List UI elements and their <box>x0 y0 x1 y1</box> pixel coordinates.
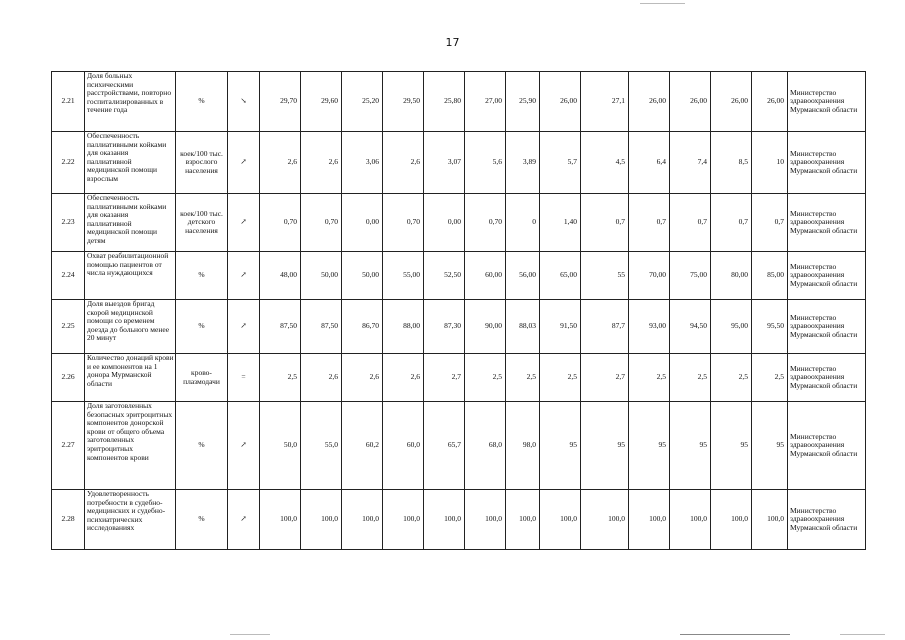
value-cell: 2,5 <box>465 354 506 402</box>
value-cell: 95,00 <box>711 300 752 354</box>
responsible-cell: Министерство здравоохранения Мурманской области <box>788 72 866 132</box>
value-cell: 2,5 <box>711 354 752 402</box>
trend-arrow: ↗ <box>228 252 260 300</box>
scan-artifact <box>840 634 885 635</box>
value-cell: 25,20 <box>342 72 383 132</box>
value-cell: 98,0 <box>506 402 540 490</box>
value-cell: 100,0 <box>465 490 506 550</box>
row-number: 2.26 <box>52 354 85 402</box>
value-cell: 100,0 <box>301 490 342 550</box>
unit-cell: крово-плазмодачи <box>176 354 228 402</box>
value-cell: 2,6 <box>383 132 424 194</box>
value-cell: 85,00 <box>752 252 788 300</box>
value-cell: 87,30 <box>424 300 465 354</box>
value-cell: 88,03 <box>506 300 540 354</box>
page-number: 17 <box>445 36 460 49</box>
value-cell: 2,6 <box>301 354 342 402</box>
value-cell: 2,6 <box>301 132 342 194</box>
value-cell: 48,00 <box>260 252 301 300</box>
value-cell: 95 <box>540 402 581 490</box>
indicator-name: Доля выездов бригад скорой медицинской помощи со временем доезда до больного менее 20 минут <box>85 300 176 354</box>
value-cell: 26,00 <box>752 72 788 132</box>
row-number: 2.27 <box>52 402 85 490</box>
value-cell: 100,0 <box>342 490 383 550</box>
value-cell: 2,5 <box>506 354 540 402</box>
value-cell: 95 <box>752 402 788 490</box>
value-cell: 6,4 <box>629 132 670 194</box>
value-cell: 26,00 <box>670 72 711 132</box>
indicator-name: Охват реабилитационной помощью пациентов от числа нуждающихся <box>85 252 176 300</box>
responsible-cell: Министерство здравоохранения Мурманской области <box>788 194 866 252</box>
value-cell: 95 <box>629 402 670 490</box>
value-cell: 55,00 <box>383 252 424 300</box>
value-cell: 25,80 <box>424 72 465 132</box>
unit-cell: % <box>176 252 228 300</box>
scan-artifact <box>680 634 790 635</box>
value-cell: 0,70 <box>383 194 424 252</box>
table-row <box>52 72 866 132</box>
value-cell: 10 <box>752 132 788 194</box>
table-row <box>52 252 866 300</box>
table-row <box>52 194 866 252</box>
value-cell: 70,00 <box>629 252 670 300</box>
responsible-cell: Министерство здравоохранения Мурманской области <box>788 490 866 550</box>
value-cell: 90,00 <box>465 300 506 354</box>
responsible-cell: Министерство здравоохранения Мурманской области <box>788 132 866 194</box>
value-cell: 100,0 <box>711 490 752 550</box>
indicator-name: Обеспеченность паллиативными койками для оказания паллиативной медицинской помощи детям <box>85 194 176 252</box>
value-cell: 60,0 <box>383 402 424 490</box>
value-cell: 0,70 <box>301 194 342 252</box>
trend-arrow: ↘ <box>228 72 260 132</box>
value-cell: 5,6 <box>465 132 506 194</box>
value-cell: 55,0 <box>301 402 342 490</box>
value-cell: 3,07 <box>424 132 465 194</box>
value-cell: 50,00 <box>342 252 383 300</box>
value-cell: 4,5 <box>581 132 629 194</box>
value-cell: 0,7 <box>629 194 670 252</box>
value-cell: 100,0 <box>581 490 629 550</box>
value-cell: 29,60 <box>301 72 342 132</box>
value-cell: 100,0 <box>629 490 670 550</box>
value-cell: 27,00 <box>465 72 506 132</box>
value-cell: 100,0 <box>752 490 788 550</box>
value-cell: 2,5 <box>260 354 301 402</box>
row-number: 2.22 <box>52 132 85 194</box>
table-row <box>52 132 866 194</box>
value-cell: 87,50 <box>260 300 301 354</box>
indicator-name: Обеспеченность паллиативными койками для оказания паллиативной медицинской помощи взрослым <box>85 132 176 194</box>
value-cell: 1,40 <box>540 194 581 252</box>
value-cell: 0,7 <box>711 194 752 252</box>
trend-arrow: ↗ <box>228 194 260 252</box>
value-cell: 56,00 <box>506 252 540 300</box>
indicator-name: Доля больных психическими расстройствами, повторно госпитализированных в течение года <box>85 72 176 132</box>
value-cell: 50,00 <box>301 252 342 300</box>
value-cell: 100,0 <box>506 490 540 550</box>
value-cell: 3,89 <box>506 132 540 194</box>
value-cell: 65,7 <box>424 402 465 490</box>
responsible-cell: Министерство здравоохранения Мурманской области <box>788 300 866 354</box>
value-cell: 2,5 <box>670 354 711 402</box>
value-cell: 2,7 <box>424 354 465 402</box>
trend-arrow: ↗ <box>228 300 260 354</box>
indicator-name: Количество донаций крови и ее компонентов на 1 донора Мурманской области <box>85 354 176 402</box>
table-row <box>52 300 866 354</box>
value-cell: 29,50 <box>383 72 424 132</box>
unit-cell: коек/100 тыс. взрослого населения <box>176 132 228 194</box>
value-cell: 50,0 <box>260 402 301 490</box>
scan-artifact <box>640 3 685 4</box>
value-cell: 2,5 <box>629 354 670 402</box>
value-cell: 60,2 <box>342 402 383 490</box>
value-cell: 95 <box>711 402 752 490</box>
value-cell: 100,0 <box>260 490 301 550</box>
value-cell: 0,7 <box>581 194 629 252</box>
value-cell: 25,90 <box>506 72 540 132</box>
row-number: 2.24 <box>52 252 85 300</box>
indicator-name: Доля заготовленных безопасных эритроцитных компонентов донорской крови от общего объема заготовленных эритроцитных компонентов крови <box>85 402 176 490</box>
row-number: 2.21 <box>52 72 85 132</box>
value-cell: 95 <box>670 402 711 490</box>
value-cell: 75,00 <box>670 252 711 300</box>
unit-cell: % <box>176 300 228 354</box>
value-cell: 100,0 <box>383 490 424 550</box>
value-cell: 0,00 <box>342 194 383 252</box>
value-cell: 2,5 <box>540 354 581 402</box>
value-cell: 7,4 <box>670 132 711 194</box>
table-row <box>52 402 866 490</box>
value-cell: 52,50 <box>424 252 465 300</box>
value-cell: 95,50 <box>752 300 788 354</box>
unit-cell: коек/100 тыс. детского населения <box>176 194 228 252</box>
value-cell: 5,7 <box>540 132 581 194</box>
value-cell: 68,0 <box>465 402 506 490</box>
row-number: 2.28 <box>52 490 85 550</box>
value-cell: 26,00 <box>540 72 581 132</box>
value-cell: 29,70 <box>260 72 301 132</box>
value-cell: 80,00 <box>711 252 752 300</box>
row-number: 2.25 <box>52 300 85 354</box>
value-cell: 3,06 <box>342 132 383 194</box>
value-cell: 26,00 <box>711 72 752 132</box>
value-cell: 2,7 <box>581 354 629 402</box>
value-cell: 93,00 <box>629 300 670 354</box>
trend-arrow: ↗ <box>228 402 260 490</box>
value-cell: 100,0 <box>670 490 711 550</box>
value-cell: 55 <box>581 252 629 300</box>
value-cell: 26,00 <box>629 72 670 132</box>
value-cell: 2,6 <box>342 354 383 402</box>
value-cell: 88,00 <box>383 300 424 354</box>
value-cell: 86,70 <box>342 300 383 354</box>
value-cell: 0 <box>506 194 540 252</box>
responsible-cell: Министерство здравоохранения Мурманской области <box>788 402 866 490</box>
value-cell: 91,50 <box>540 300 581 354</box>
value-cell: 2,5 <box>752 354 788 402</box>
value-cell: 65,00 <box>540 252 581 300</box>
row-number: 2.23 <box>52 194 85 252</box>
trend-arrow: = <box>228 354 260 402</box>
trend-arrow: ↗ <box>228 132 260 194</box>
value-cell: 87,7 <box>581 300 629 354</box>
trend-arrow: ↗ <box>228 490 260 550</box>
indicator-table <box>51 71 866 550</box>
value-cell: 0,70 <box>260 194 301 252</box>
value-cell: 0,7 <box>670 194 711 252</box>
indicator-name: Удовлетворенность потребности в судебно-медицинских и судебно-психиатрических исследованиях <box>85 490 176 550</box>
scan-artifact <box>230 634 270 635</box>
value-cell: 0,00 <box>424 194 465 252</box>
value-cell: 100,0 <box>540 490 581 550</box>
responsible-cell: Министерство здравоохранения Мурманской области <box>788 354 866 402</box>
value-cell: 100,0 <box>424 490 465 550</box>
table-row <box>52 354 866 402</box>
value-cell: 95 <box>581 402 629 490</box>
value-cell: 27,1 <box>581 72 629 132</box>
table-row <box>52 490 866 550</box>
unit-cell: % <box>176 402 228 490</box>
responsible-cell: Министерство здравоохранения Мурманской области <box>788 252 866 300</box>
value-cell: 94,50 <box>670 300 711 354</box>
value-cell: 87,50 <box>301 300 342 354</box>
unit-cell: % <box>176 72 228 132</box>
value-cell: 2,6 <box>260 132 301 194</box>
value-cell: 8,5 <box>711 132 752 194</box>
value-cell: 0,70 <box>465 194 506 252</box>
value-cell: 0,7 <box>752 194 788 252</box>
unit-cell: % <box>176 490 228 550</box>
value-cell: 60,00 <box>465 252 506 300</box>
value-cell: 2,6 <box>383 354 424 402</box>
